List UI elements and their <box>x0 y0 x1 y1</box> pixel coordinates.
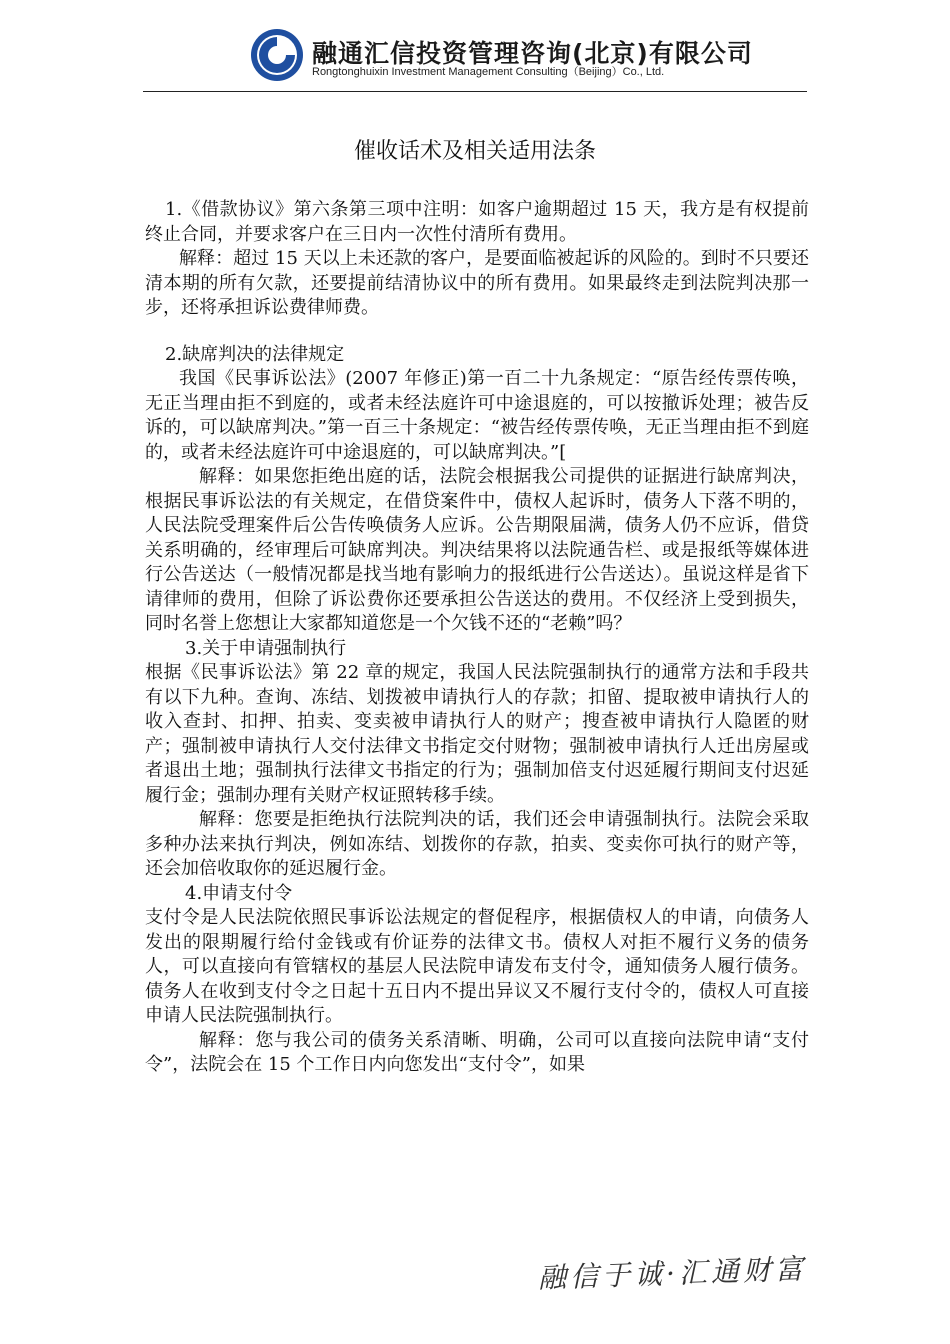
section-1-explanation: 解释：超过 15 天以上未还款的客户，是要面临被起诉的风险的。到时不只要还清本期的所有欠款，还要提前结清协议中的所有费用。如果最终走到法院判决那一步，还将承担诉讼费律师费。 <box>145 248 809 318</box>
section-2-explanation: 解释：如果您拒绝出庭的话，法院会根据我公司提供的证据进行缺席判决，根据民事诉讼法的有关规定，在借贷案件中，债权人起诉时，债务人下落不明的，人民法院受理案件后公告传唤债务人应诉。公告期限届满，债务人仍不应诉，借贷关系明确的，经审理后可缺席判决。判决结果将以法院通告栏、或是报纸等媒体进行公告送达（一般情况都是找当地有影响力的报纸进行公告送达）。虽说这样是省下请律师的费用，但除了诉讼费你还要承担公告送达的费用。不仅经济上受到损失，同时名誉上您想让大家都知道您是一个欠钱不还的“老赖”吗？ <box>145 466 809 634</box>
company-name-en: Rongtonghuixin Investment Management Consulting（Beijing）Co., Ltd. <box>312 66 665 78</box>
section-3-heading: 3.关于申请强制执行 <box>185 637 347 659</box>
section-3-explanation: 解释：您要是拒绝执行法院判决的话，我们还会申请强制执行。法院会采取多种办法来执行判决，例如冻结、划拨你的存款，拍卖、变卖你可执行的财产等，还会加倍收取你的延迟履行金。 <box>145 809 809 879</box>
section-1-clause: 1.《借款协议》第六条第三项中注明：如客户逾期超过 15 天，我方是有权提前终止合同，并要求客户在三日内一次性付清所有费用。 <box>145 199 809 245</box>
section-2-heading: 2.缺席判决的法律规定 <box>165 343 345 365</box>
company-logo-icon <box>250 28 304 82</box>
document-body <box>145 198 809 1078</box>
footer-slogan: 融信于诚·汇通财富 <box>537 1252 808 1295</box>
section-2-body: 我国《民事诉讼法》(2007 年修正)第一百二十九条规定：“原告经传票传唤，无正当理由拒不到庭的，或者未经法庭许可中途退庭的，可以按撤诉处理；被告反诉的，可以缺席判决。”第一百三十条规定：“被告经传票传唤，无正当理由拒不到庭的，或者未经法庭许可中途退庭的，可以缺席判决。”[ <box>145 368 809 463</box>
section-4-body: 支付令是人民法院依照民事诉讼法规定的督促程序，根据债权人的申请，向债务人发出的限期履行给付金钱或有价证券的法律文书。债权人对拒不履行义务的债务人，可以直接向有管辖权的基层人民法院申请发布支付令，通知债务人履行债务。债务人在收到支付令之日起十五日内不提出异议又不履行支付令的，债权人可直接申请人民法院强制执行。 <box>145 907 809 1026</box>
page-title: 催收话术及相关适用法条 <box>353 139 596 164</box>
section-4-heading: 4.申请支付令 <box>185 882 293 904</box>
company-name-cn: 融通汇信投资管理咨询(北京)有限公司 <box>312 39 753 68</box>
header-divider <box>143 91 807 92</box>
section-3-body: 根据《民事诉讼法》第 22 章的规定，我国人民法院强制执行的通常方法和手段共有以下九种。查询、冻结、划拨被申请执行人的存款；扣留、提取被申请执行人的收入查封、扣押、拍卖、变卖被申请执行人的财产；搜查被申请执行人隐匿的财产；强制被申请执行人交付法律文书指定交付财物；强制被申请执行人迁出房屋或者退出土地；强制执行法律文书指定的行为；强制加倍支付迟延履行期间支付迟延履行金；强制办理有关财产权证照转移手续。 <box>145 662 809 806</box>
letterhead <box>0 0 950 96</box>
section-4-explanation: 解释：您与我公司的债务关系清晰、明确，公司可以直接向法院申请“支付令”，法院会在 15 个工作日内向您发出“支付令”，如果 <box>145 1029 809 1075</box>
